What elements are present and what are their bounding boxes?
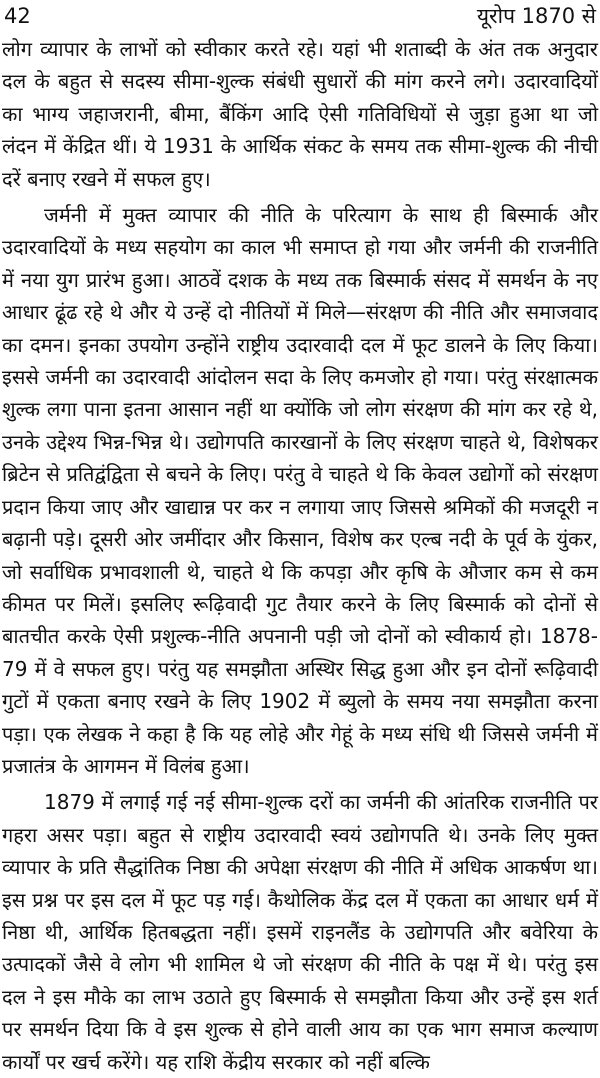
paragraph-2: जर्मनी में मुक्त व्यापार की नीति के परित्याग के साथ ही बिस्मार्क और उदारवादियों के मध्य सहयोग का काल भी समाप्त हो गया और जर्मनी की राजनीति में नया युग प्रारंभ हुआ। आठवें दशक के मध्य तक बिस्मार्क संसद में समर्थन के नए आधार ढूंढ रहे थे और ये उन्हें दो नीतियों में मिले—संरक्षण की नीति और समाजवाद का दमन। इनका उपयोग उन्होंने राष्ट्रीय उदारवादी दल में फूट डालने के लिए किया। इससे जर्मनी का उदारवादी आंदोलन सदा के लिए कमजोर हो गया। परंतु संरक्षात्मक शुल्क लगा पाना इतना आसान नहीं था क्योंकि जो लोग संरक्षण की मांग कर रहे थे, उनके उद्देश्य भिन्न-भिन्न थे। उद्योगपति कारखानों के लिए संरक्षण चाहते थे, विशेषकर ब्रिटेन से प्रतिद्वंद्विता से बचने के लिए। परंतु वे चाहते थे कि केवल उद्योगों को संरक्षण प्रदान किया जाए और खाद्यान्न पर कर न लगाया जाए जिससे श्रमिकों की मजदूरी न बढ़ानी पड़े। दूसरी ओर जमींदार और किसान, विशेष कर एल्ब नदी के पूर्व के युंकर, जो सर्वाधिक प्रभावशाली थे, चाहते थे कि कपड़ा और कृषि के औजार कम से कम कीमत पर मिलें। इसलिए रूढ़िवादी गुट तैयार करने के लिए बिस्मार्क को दोनों से बातचीत करके ऐसी प्रशुल्क-नीति अपनानी पड़ी जो दोनों को स्वीकार्य हो। 1878-79 में वे सफल हुए। परंतु यह समझौता अस्थिर सिद्ध हुआ और इन दोनों रूढ़िवादी गुटों में एकता बनाए रखने के लिए 1902 में ब्युलो के समय नया समझौता करना पड़ा। एक लेखक ने कहा है कि यह लोहे और गेहूं के मध्य संधि थी जिससे जर्मनी में प्रजातंत्र के आगमन में विलंब हुआ। — [2, 203, 598, 778]
body-text — [2, 33, 598, 1078]
page-number: 42 — [4, 4, 31, 28]
paragraph-1: लोग व्यापार के लाभों को स्वीकार करते रहे। यहां भी शताब्दी के अंत तक अनुदार दल के बहुत से सदस्य सीमा-शुल्क संबंधी सुधारों की मांग करने लगे। उदारवादियों का भाग्य जहाजरानी, बीमा, बैंकिंग आदि ऐसी गतिविधियों से जुड़ा हुआ था जो लंदन में केंद्रित थीं। ये 1931 के आर्थिक संकट के समय तक सीमा-शुल्क की नीची दरें बनाए रखने में सफल हुए। — [2, 37, 598, 191]
page-header — [4, 2, 596, 32]
paragraph-3: 1879 में लगाई गई नई सीमा-शुल्क दरों का जर्मनी की आंतरिक राजनीति पर गहरा असर पड़ा। बहुत से राष्ट्रीय उदारवादी स्वयं उद्योगपति थे। उनके लिए मुक्त व्यापार के प्रति सैद्धांतिक निष्ठा की अपेक्षा संरक्षण की नीति में अधिक आकर्षण था। इस प्रश्न पर इस दल में फूट पड़ गई। कैथोलिक केंद्र दल में एकता का आधार धर्म में निष्ठा थी, आर्थिक हितबद्धता नहीं। इसमें राइनलैंड के उद्योगपति और बवेरिया के उत्पादकों जैसे वे लोग भी शामिल थे जो संरक्षण की नीति के पक्ष में थे। परंतु इस दल ने इस मौके का लाभ उठाते हुए बिस्मार्क से समझौता किया और उन्हें इस शर्त पर समर्थन दिया कि वे इस शुल्क से होने वाली आय का एक भाग समाज कल्याण कार्यों पर खर्च करेंगे। यह राशि केंद्रीय सरकार को नहीं बल्कि — [2, 790, 598, 1074]
running-head: यूरोप 1870 से — [476, 4, 596, 28]
